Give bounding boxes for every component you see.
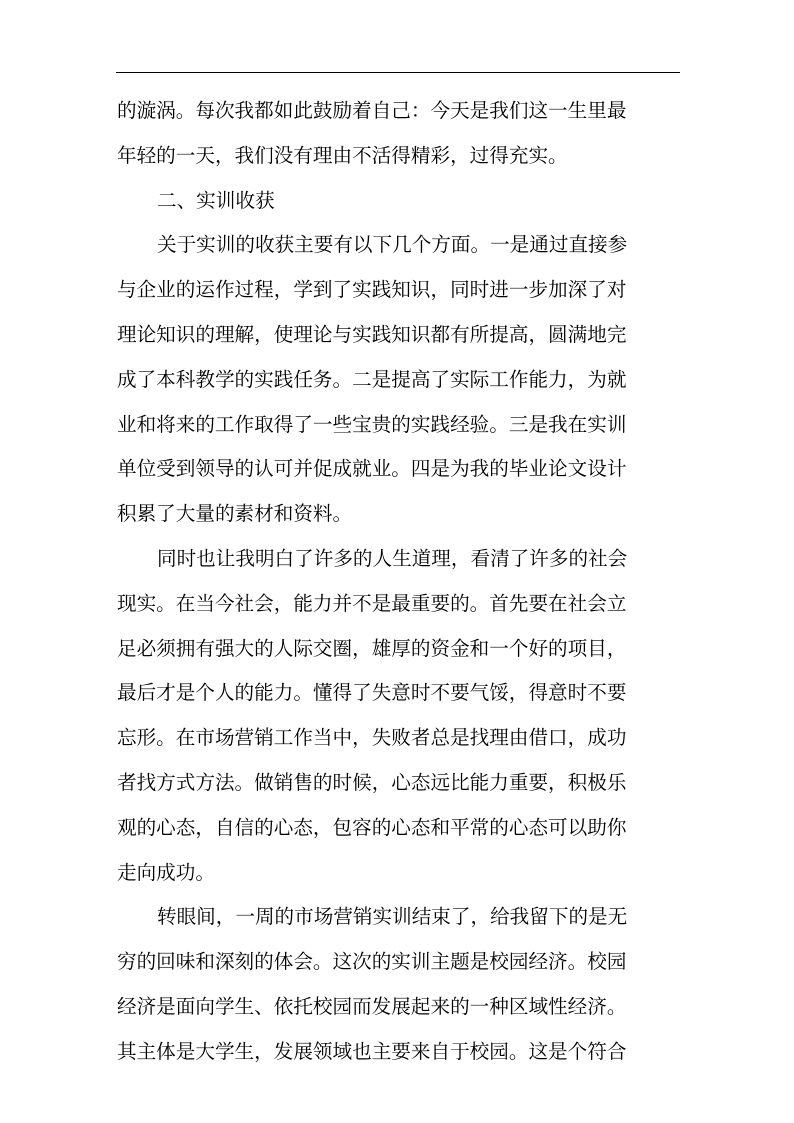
text-line-5: 与企业的运作过程，学到了实践知识，同时进一步加深了对 [117, 278, 627, 302]
text-line-14: 最后才是个人的能力。懂得了失意时不要气馁，得意时不要 [117, 681, 627, 705]
text-line-22: 其主体是大学生，发展领域也主要来自于校园。这是个符合 [117, 1039, 627, 1063]
text-line-19: 转眼间，一周的市场营销实训结束了，给我留下的是无 [157, 905, 628, 929]
text-line-9: 单位受到领导的认可并促成就业。四是为我的毕业论文设计 [117, 457, 627, 481]
text-line-7: 成了本科教学的实践任务。二是提高了实际工作能力，为就 [117, 367, 627, 391]
text-line-6: 理论知识的理解，使理论与实践知识都有所提高，圆满地完 [117, 322, 627, 346]
text-line-12: 现实。在当今社会，能力并不是最重要的。首先要在社会立 [117, 591, 627, 615]
text-line-16: 者找方式方法。做销售的时候，心态远比能力重要，积极乐 [117, 770, 627, 794]
text-line-1: 的漩涡。每次我都如此鼓励着自己：今天是我们这一生里最 [117, 99, 627, 122]
text-line-4: 关于实训的收获主要有以下几个方面。一是通过直接参 [157, 233, 628, 257]
text-line-15: 忘形。在市场营销工作当中，失败者总是找理由借口，成功 [117, 726, 627, 750]
text-line-10: 积累了大量的素材和资料。 [117, 502, 353, 526]
text-line-21: 经济是面向学生、依托校园而发展起来的一种区域性经济。 [117, 994, 627, 1018]
section-heading: 二、实训收获 [157, 188, 275, 212]
text-line-20: 穷的回味和深刻的体会。这次的实训主题是校园经济。校园 [117, 950, 627, 974]
text-line-2: 年轻的一天，我们没有理由不活得精彩，过得充实。 [117, 143, 568, 167]
text-line-18: 走向成功。 [117, 860, 215, 884]
text-line-11: 同时也让我明白了许多的人生道理，看清了许多的社会 [157, 546, 628, 570]
header-rule [116, 72, 680, 73]
document-body [117, 89, 687, 1075]
text-line-8: 业和将来的工作取得了一些宝贵的实践经验。三是我在实训 [117, 412, 627, 436]
text-line-17: 观的心态，自信的心态，包容的心态和平常的心态可以助你 [117, 815, 627, 839]
text-line-13: 足必须拥有强大的人际交圈，雄厚的资金和一个好的项目， [117, 636, 627, 660]
